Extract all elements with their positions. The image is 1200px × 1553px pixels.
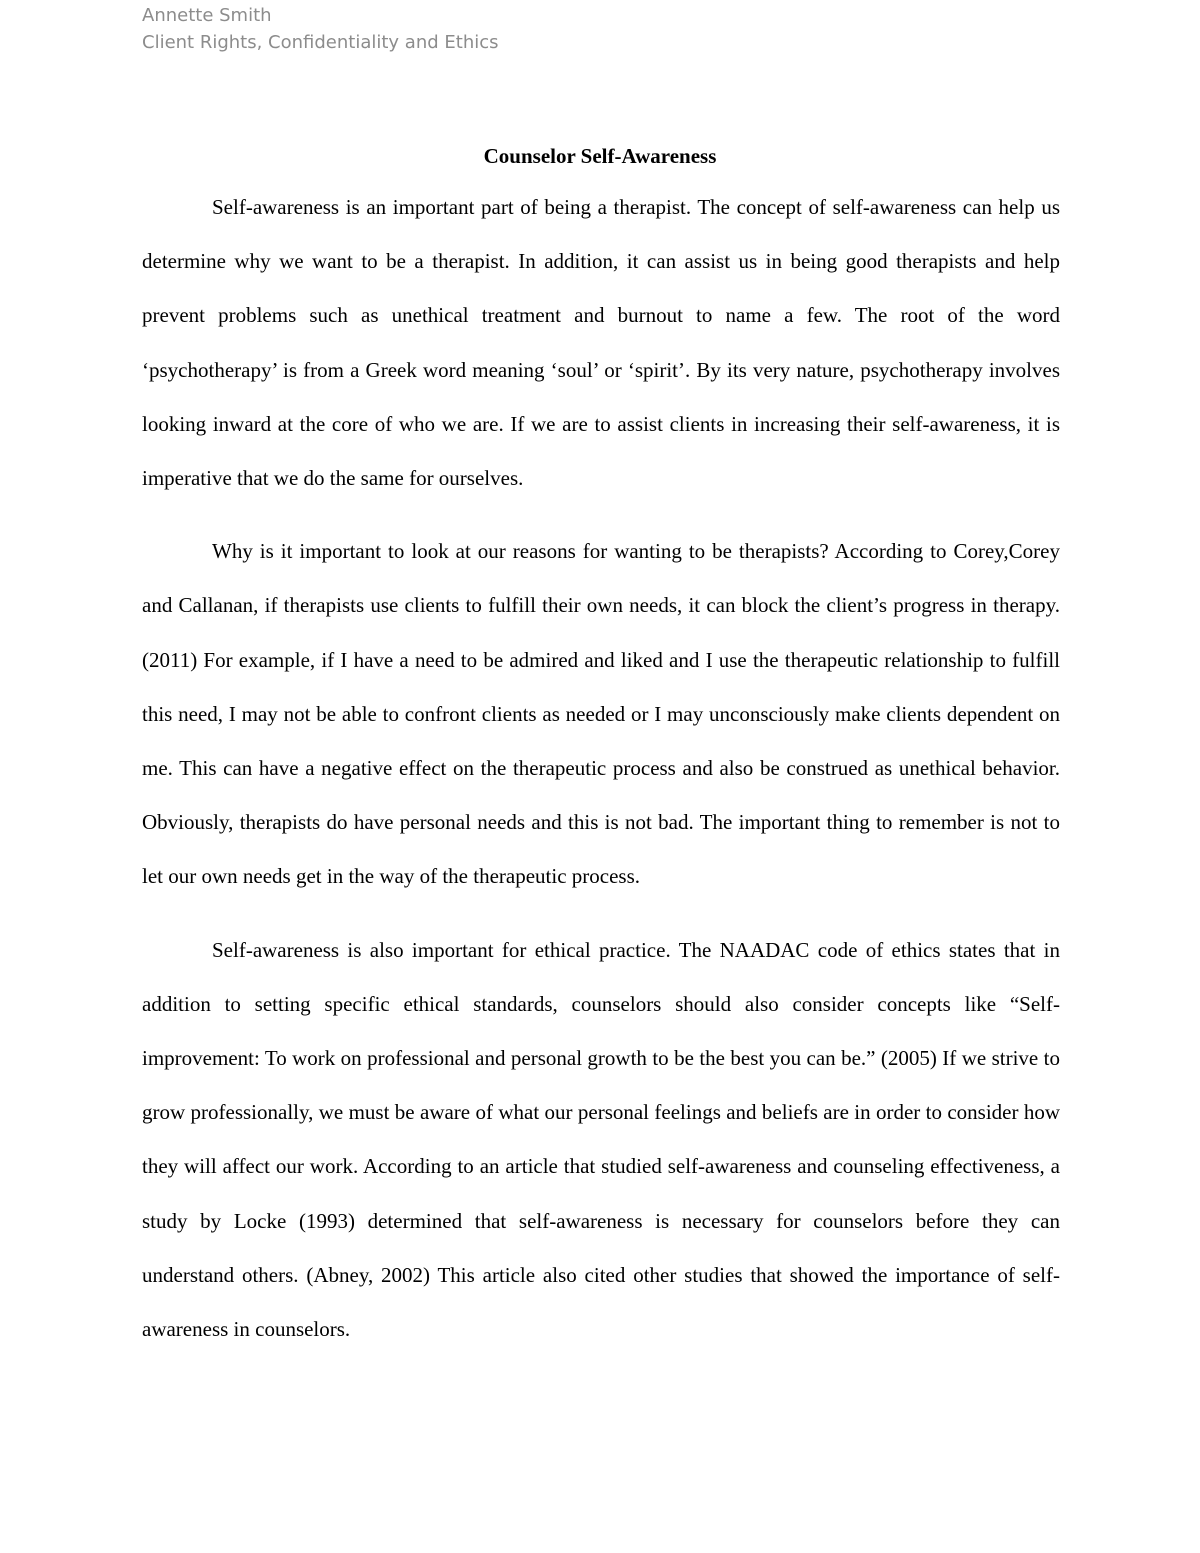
paragraph-3: Self-awareness is also important for ethical practice. The NAADAC code of ethics states that in addition to setting specific ethical standards, counselors should also consider concepts like “Self-improvement: To work on professional and personal growth to be the best you can be.” (2005) If we strive to grow professionally, we must be aware of what our personal feelings and beliefs are in order to consider how they will affect our work. According to an article that studied self-awareness and counseling effectiveness, a study by Locke (1993) determined that self-awareness is necessary for counselors before they can understand others. (Abney, 2002) This article also cited other studies that showed the importance of self-awareness in counselors.: [142, 937, 1060, 1342]
document-body: [142, 180, 1060, 1356]
paragraph-2: Why is it important to look at our reasons for wanting to be therapists? According to Corey,Corey and Callanan, if therapists use clients to fulfill their own needs, it can block the client’s progress in therapy.(2011) For example, if I have a need to be admired and liked and I use the therapeutic relationship to fulfill this need, I may not be able to confront clients as needed or I may unconsciously make clients dependent on me. This can have a negative effect on the therapeutic process and also be construed as unethical behavior. Obviously, therapists do have personal needs and this is not bad. The important thing to remember is not to let our own needs get in the way of the therapeutic process.: [142, 539, 1060, 889]
header-author: Annette Smith: [142, 5, 272, 26]
header-course: Client Rights, Confidentiality and Ethics: [142, 32, 499, 53]
document-title: Counselor Self-Awareness: [483, 144, 717, 168]
page-header: [142, 2, 499, 56]
paragraph-1: Self-awareness is an important part of being a therapist. The concept of self-awareness can help us determine why we want to be a therapist. In addition, it can assist us in being good therapists and help prevent problems such as unethical treatment and burnout to name a few. The root of the word ‘psychotherapy’ is from a Greek word meaning ‘soul’ or ‘spirit’. By its very nature, psychotherapy involves looking inward at the core of who we are. If we are to assist clients in increasing their self-awareness, it is imperative that we do the same for ourselves.: [142, 195, 1060, 491]
